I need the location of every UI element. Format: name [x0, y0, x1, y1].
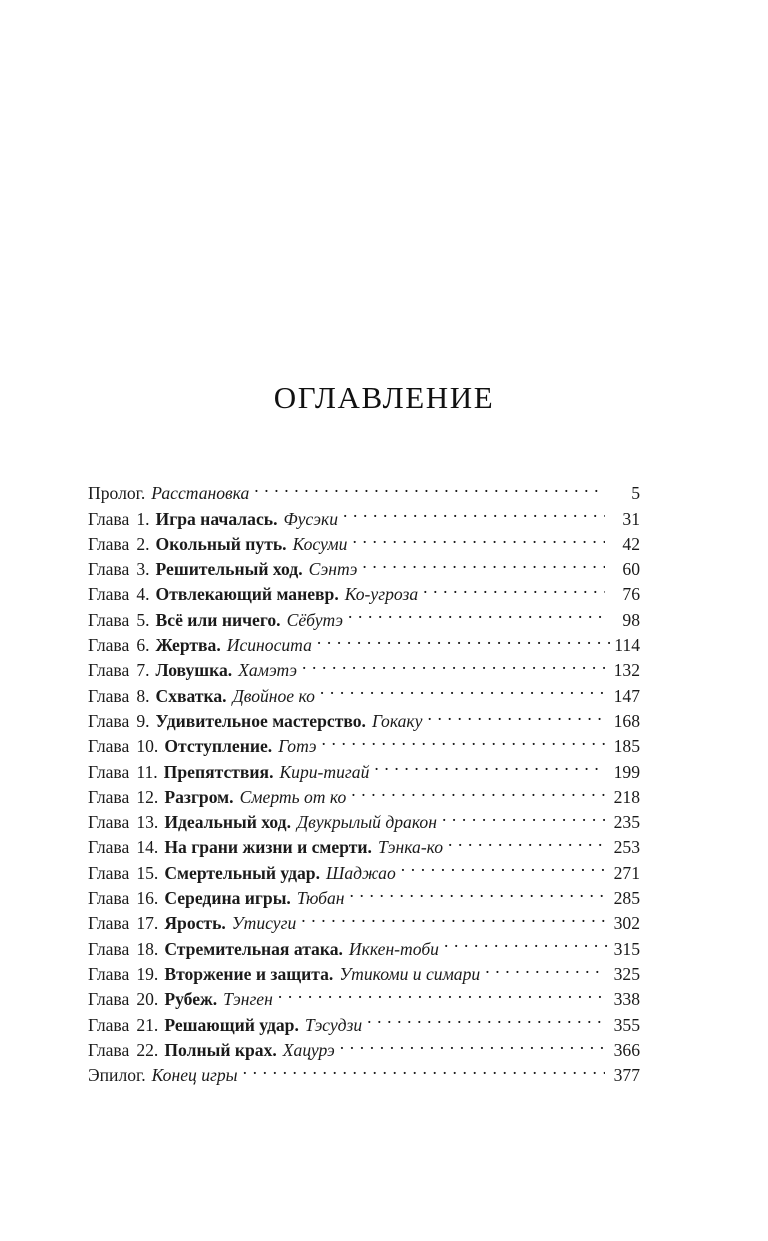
toc-entry-title: Отвлекающий маневр. [155, 584, 339, 605]
toc-entry-title: Смертельный удар. [164, 862, 320, 883]
toc-entry-label-word: Глава [88, 938, 130, 959]
toc-entry-label [88, 709, 150, 734]
toc-entry-subtitle: Шаджао [325, 862, 396, 883]
toc-entry-label-word: Глава [88, 635, 130, 656]
toc-entry-subtitle: Утисуги [231, 913, 297, 934]
toc-entry-label-word: Глава [88, 508, 130, 529]
toc-entry-label [88, 532, 150, 557]
toc-entry-number: 9. [136, 710, 150, 731]
toc-entry-subtitle: Кири-тигай [279, 761, 370, 782]
toc-entry-label-word: Глава [88, 862, 130, 883]
toc-entry-dot-leader [322, 727, 605, 752]
toc-entry-label-word: Пролог. [88, 483, 146, 504]
toc-entry-title: Середина игры. [164, 888, 291, 909]
toc-entry-label [88, 987, 158, 1012]
toc-entry-label [88, 481, 145, 506]
toc-entry-subtitle: Хацурэ [282, 1039, 335, 1060]
toc-entry-number: 4. [136, 584, 150, 605]
toc-entry-number: 19. [136, 963, 159, 984]
toc-entry-subtitle: Смерть от ко [239, 786, 347, 807]
toc-entry-label [88, 734, 158, 759]
toc-entry-label-word: Глава [88, 1039, 130, 1060]
toc-entry-page-number: 98 [622, 609, 640, 630]
toc-entry-label-word: Глава [88, 888, 130, 909]
toc-entry-label [88, 658, 150, 683]
toc-entry-page-number: 199 [613, 761, 640, 782]
toc-entry-label-word: Глава [88, 812, 130, 833]
toc-entry-page-number: 355 [613, 1014, 640, 1035]
toc-entry-label-word: Глава [88, 533, 130, 554]
toc-entry-subtitle: Ко-угроза [344, 584, 419, 605]
toc-entry-page-number: 285 [613, 888, 640, 909]
toc-entry-number: 1. [136, 508, 150, 529]
toc-entry-page-number: 42 [622, 533, 640, 554]
toc-entry-label-word: Глава [88, 761, 130, 782]
toc-entry-page-number: 60 [622, 559, 640, 580]
toc-entry-subtitle: Фусэки [283, 508, 339, 529]
toc-entry-dot-leader [278, 980, 605, 1005]
toc-entry-number: 20. [136, 989, 159, 1010]
toc-entry-page-number: 271 [613, 862, 640, 883]
toc-entry-label [88, 507, 150, 532]
toc-entry-dot-leader [254, 474, 605, 499]
toc-entry-subtitle: Готэ [278, 736, 317, 757]
toc-entry-label-word: Эпилог. [88, 1065, 146, 1086]
toc-entry-dot-leader [442, 803, 605, 828]
toc-entry-dot-leader [351, 778, 610, 803]
toc-entry-label-word: Глава [88, 736, 130, 757]
toc-entry-title: Идеальный ход. [164, 812, 291, 833]
toc-entry-label-word: Глава [88, 660, 130, 681]
toc-entry-page-number: 315 [613, 938, 640, 959]
toc-entry-number: 18. [136, 938, 159, 959]
toc-entry-label-word: Глава [88, 710, 130, 731]
toc-entry-label [88, 1063, 146, 1088]
toc-entry-number: 16. [136, 888, 159, 909]
toc-entry-number: 10. [136, 736, 159, 757]
toc-entry-subtitle: Косуми [292, 533, 348, 554]
toc-entry-label [88, 684, 150, 709]
toc-entry-subtitle: Конец игры [151, 1065, 238, 1086]
toc-entry-title: Схватка. [155, 685, 227, 706]
toc-entry-number: 12. [136, 786, 159, 807]
toc-entry-label [88, 633, 150, 658]
toc-entry-dot-leader [302, 651, 605, 676]
toc-entry-dot-leader [367, 1005, 605, 1030]
toc-entry-number: 17. [136, 913, 159, 934]
toc-entry-page-number: 132 [613, 660, 640, 681]
toc-entry-dot-leader [301, 904, 605, 929]
toc-entry-label-word: Глава [88, 584, 130, 605]
toc-entry-subtitle: Двукрылый дракон [296, 812, 437, 833]
toc-entry-title: Всё или ничего. [155, 609, 281, 630]
toc-entry-title: Удивительное мастерство. [155, 710, 366, 731]
toc-entry-label-word: Глава [88, 1014, 130, 1035]
toc-entry-page-number: 114 [614, 635, 640, 656]
toc-entry-page-number: 302 [613, 913, 640, 934]
toc-entry-label-word: Глава [88, 559, 130, 580]
toc-entry-label [88, 557, 150, 582]
toc-entry-title: Окольный путь. [155, 533, 287, 554]
toc-entry-title: Решающий удар. [164, 1014, 299, 1035]
toc-entry-dot-leader [374, 752, 605, 777]
toc-entry-subtitle: Тэнген [223, 989, 273, 1010]
toc-entry-subtitle: Тэсудзи [304, 1014, 363, 1035]
toc-entry-page-number: 218 [613, 786, 640, 807]
toc-entry-title: Решительный ход. [155, 559, 303, 580]
toc-entry-dot-leader [448, 828, 605, 853]
toc-entry-dot-leader [352, 525, 605, 550]
toc-entry-dot-leader [362, 550, 605, 575]
toc-entry-page-number: 185 [613, 736, 640, 757]
toc-entry-dot-leader [343, 499, 605, 524]
toc-entry-label [88, 861, 158, 886]
toc-entry-subtitle: Расстановка [151, 483, 250, 504]
toc-entry-label [88, 785, 158, 810]
toc-entry-title: Игра началась. [155, 508, 278, 529]
toc-entry-number: 22. [136, 1039, 159, 1060]
toc-entry-dot-leader [348, 600, 605, 625]
toc-entry-page-number: 338 [613, 989, 640, 1010]
toc-entry-number: 5. [136, 609, 150, 630]
toc-entry-label [88, 608, 150, 633]
page-title: ОГЛАВЛЕНИЕ [273, 380, 495, 415]
toc-entry-dot-leader [243, 1056, 605, 1081]
toc-entry-page-number: 147 [613, 685, 640, 706]
toc-entry-page-number: 366 [613, 1039, 640, 1060]
toc-entry-label-word: Глава [88, 786, 130, 807]
toc-entry-label-word: Глава [88, 913, 130, 934]
toc-entry-label [88, 760, 158, 785]
toc-entry-subtitle: Тэнка-ко [377, 837, 444, 858]
toc-entry-dot-leader [320, 676, 605, 701]
toc-entry-number: 15. [136, 862, 159, 883]
toc-entry-page-number: 377 [613, 1065, 640, 1086]
toc-entry-page-number: 168 [613, 710, 640, 731]
toc-list [88, 474, 640, 1086]
toc-entry-number: 7. [136, 660, 150, 681]
toc-entry-label [88, 886, 158, 911]
toc-entry-subtitle: Гокаку [371, 710, 423, 731]
toc-entry-label-word: Глава [88, 989, 130, 1010]
toc-entry-number: 6. [136, 635, 150, 656]
toc-entry-label [88, 1013, 158, 1038]
toc-entry-dot-leader [340, 1031, 605, 1056]
toc-entry-number: 3. [136, 559, 150, 580]
toc-entry-subtitle: Хамэтэ [238, 660, 297, 681]
toc-entry-label-word: Глава [88, 837, 130, 858]
toc-entry-title: На грани жизни и смерти. [164, 837, 372, 858]
toc-entry-title: Отступление. [164, 736, 273, 757]
toc-entry-title: Вторжение и защита. [164, 963, 334, 984]
toc-entry-dot-leader [350, 879, 605, 904]
toc-entry-title: Ярость. [164, 913, 226, 934]
toc-entry-label-word: Глава [88, 963, 130, 984]
toc-entry-subtitle: Исиносита [226, 635, 312, 656]
toc-entry-title: Ловушка. [155, 660, 233, 681]
toc-entry-title: Рубеж. [164, 989, 218, 1010]
toc-entry-number: 13. [136, 812, 159, 833]
toc-entry-dot-leader [423, 575, 605, 600]
toc-entry-label [88, 835, 158, 860]
toc-entry-dot-leader [317, 626, 610, 651]
toc-entry-dot-leader [427, 702, 605, 727]
toc-entry-subtitle: Сэнтэ [308, 559, 358, 580]
toc-entry-number: 14. [136, 837, 159, 858]
toc-entry-dot-leader [444, 929, 610, 954]
toc-entry-label [88, 582, 150, 607]
toc-entry-label [88, 1038, 158, 1063]
toc-entry-label [88, 911, 158, 936]
toc-entry-title: Жертва. [155, 635, 221, 656]
toc-entry-page-number: 76 [622, 584, 640, 605]
toc-entry-subtitle: Утикоми и симари [339, 963, 481, 984]
toc-entry-label [88, 962, 158, 987]
toc-entry-title: Стремительная атака. [164, 938, 343, 959]
toc-entry-dot-leader [401, 853, 605, 878]
toc-entry-number: 21. [136, 1014, 159, 1035]
toc-entry-label-word: Глава [88, 685, 130, 706]
toc-entry-subtitle: Иккен-тоби [348, 938, 439, 959]
toc-entry-title: Разгром. [164, 786, 234, 807]
toc-entry-page-number: 5 [631, 483, 640, 504]
toc-entry-number: 2. [136, 533, 150, 554]
toc-entry-title: Полный крах. [164, 1039, 277, 1060]
toc-entry-page-number: 235 [613, 812, 640, 833]
toc-entry-label [88, 937, 158, 962]
toc-entry-number: 8. [136, 685, 150, 706]
toc-entry-page-number: 31 [622, 508, 640, 529]
toc-entry-dot-leader [485, 955, 605, 980]
toc-entry[interactable] [88, 474, 640, 504]
toc-entry-page-number: 325 [613, 963, 640, 984]
toc-entry-number: 11. [136, 761, 158, 782]
toc-entry-label [88, 810, 158, 835]
toc-entry-title: Препятствия. [163, 761, 274, 782]
toc-entry-subtitle: Тюбан [296, 888, 345, 909]
toc-entry-subtitle: Двойное ко [232, 685, 315, 706]
toc-entry-label-word: Глава [88, 609, 130, 630]
toc-entry-page-number: 253 [613, 837, 640, 858]
toc-entry-subtitle: Сёбутэ [286, 609, 344, 630]
